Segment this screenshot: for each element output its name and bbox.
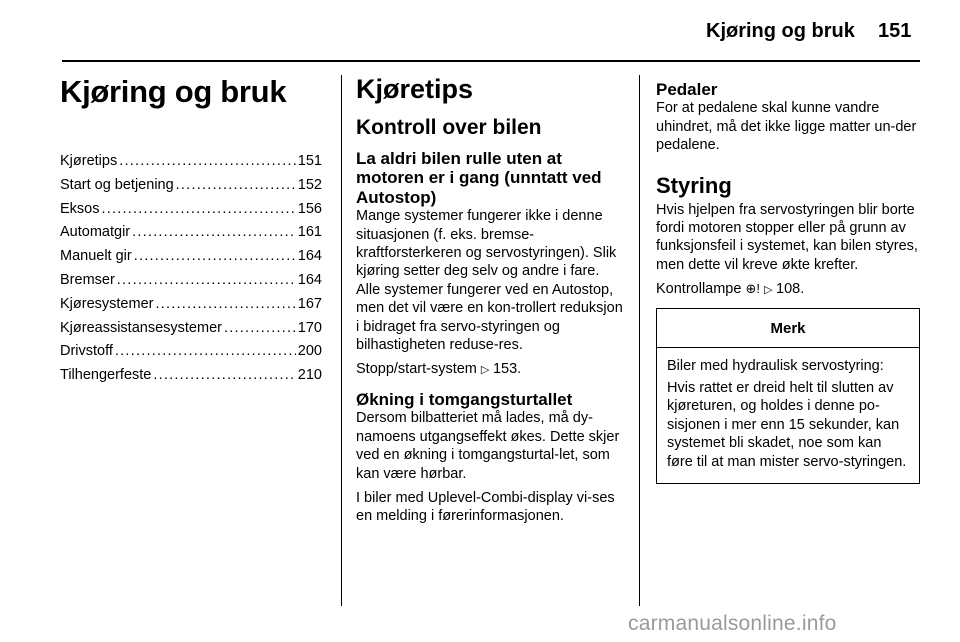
- toc-item[interactable]: [60, 174, 322, 198]
- warning-lamp-reference[interactable]: [656, 280, 920, 299]
- toc-leader: [155, 293, 295, 317]
- toc-item[interactable]: [60, 245, 322, 269]
- toc-page: 151: [297, 153, 322, 169]
- steering-warning-lamp-icon: ⊕!: [745, 281, 760, 297]
- column-divider-left: [341, 75, 342, 606]
- toc-item[interactable]: [60, 317, 322, 341]
- toc-page: 164: [297, 271, 322, 288]
- toc-item[interactable]: [60, 293, 322, 317]
- section-heading: Kjøretips: [356, 74, 474, 104]
- note-body: [657, 348, 919, 483]
- toc-label: Manuelt gir: [60, 248, 132, 265]
- toc-item[interactable]: [60, 340, 322, 364]
- note-title: Merk: [657, 309, 919, 348]
- toc-leader: [176, 174, 296, 198]
- toc-label: Bremser: [60, 271, 115, 288]
- watermark: carmanualsonline.info: [628, 612, 837, 635]
- toc-page: 170: [297, 319, 322, 336]
- lamp-text: Kontrollampe: [656, 281, 742, 298]
- toc-label: Kjøreassistansesystemer: [60, 319, 222, 336]
- toc-leader: [115, 340, 296, 364]
- toc-label: Automatgir: [60, 224, 131, 241]
- toc-page: 161: [297, 224, 322, 241]
- header-rule: [62, 60, 920, 62]
- ref-page: 153.: [492, 361, 522, 378]
- toc-item[interactable]: [60, 221, 322, 245]
- toc-label: Start og betjening: [60, 176, 174, 193]
- note-box: [656, 308, 920, 484]
- ref-text: Stopp/start-system: [356, 361, 477, 378]
- toc-leader: [117, 269, 296, 293]
- toc-leader: [134, 245, 296, 269]
- column-pedals-steering: [656, 80, 920, 484]
- column-driving-tips: [356, 74, 624, 532]
- steering-title: Styring: [656, 172, 732, 198]
- cross-reference[interactable]: [356, 360, 624, 379]
- toc-leader: [224, 317, 296, 341]
- toc-leader: [153, 364, 295, 388]
- page-reference-icon: ▷: [764, 284, 773, 297]
- lamp-page: 108.: [776, 281, 805, 298]
- pedals-text: For at pedalene skal kunne vandre uhindret, må det ikke ligge matter un-der pedalene.: [656, 100, 917, 154]
- column-divider-right: [639, 75, 640, 606]
- note-line-2: Hvis rattet er dreid helt til slutten av kjøreturen, og holdes i denne po-sisjonen i mer enn 15 sekunder, kan systemet bli skadet, noe som kan føre til at man mister servo-styringen.: [667, 380, 907, 470]
- toc-page: 164: [297, 248, 322, 265]
- toc-label: Kjøresystemer: [60, 295, 154, 312]
- toc-page: 200: [297, 343, 322, 360]
- toc-label: Kjøretips: [60, 153, 118, 169]
- table-of-contents: [60, 150, 322, 388]
- warning-title: La aldri bilen rulle uten at motoren er i gang (unntatt ved Autostop): [356, 149, 602, 207]
- toc-page: 210: [297, 367, 322, 384]
- idle-speed-text: Dersom bilbatteriet må lades, må dy-namoens utgangseffekt økes. Dette skjer ved en økning i tomgangsturtal-let, som kan være hørbar.: [356, 410, 620, 482]
- subsection-heading: Kontroll over bilen: [356, 116, 542, 139]
- pedals-title: Pedaler: [656, 80, 718, 99]
- running-header-title: Kjøring og bruk: [706, 20, 855, 42]
- toc-page: 167: [297, 295, 322, 312]
- toc-label: Drivstoff: [60, 343, 113, 360]
- toc-leader: [102, 198, 296, 222]
- chapter-title: Kjøring og bruk: [60, 74, 287, 109]
- page-number: 151: [878, 20, 912, 42]
- toc-item[interactable]: [60, 364, 322, 388]
- toc-item[interactable]: [60, 198, 322, 222]
- toc-item[interactable]: [60, 150, 322, 174]
- toc-label: Eksos: [60, 200, 100, 217]
- note-line-1: Biler med hydraulisk servostyring:: [667, 357, 884, 374]
- toc-leader: [119, 150, 296, 174]
- warning-text: Mange systemer fungerer ikke i denne situasjonen (f. eks. bremse-kraftforsterkeren og servostyringen). Slik kjøring setter deg selv og andre i fare. Alle systemer fungerer ved en Autostop, men det vil være en kon-trollert reduksjon i bidraget fra servo-styringen og bilhastigheten reduse-res.: [356, 208, 623, 354]
- steering-text: Hvis hjelpen fra servostyringen blir borte fordi motoren stopper eller på grunn av funksjonsfeil i systemet, kan bilen styres, men dette vil kreve økte krefter.: [656, 201, 918, 273]
- page-reference-icon: ▷: [480, 364, 490, 377]
- toc-item[interactable]: [60, 269, 322, 293]
- toc-label: Tilhengerfeste: [60, 367, 152, 384]
- toc-leader: [132, 221, 296, 245]
- toc-page: 156: [297, 200, 322, 217]
- idle-speed-text-display: I biler med Uplevel-Combi-display vi-ses en melding i førerinformasjonen.: [356, 489, 615, 525]
- idle-speed-title: Økning i tomgangsturtallet: [356, 389, 573, 409]
- toc-page: 152: [297, 176, 322, 193]
